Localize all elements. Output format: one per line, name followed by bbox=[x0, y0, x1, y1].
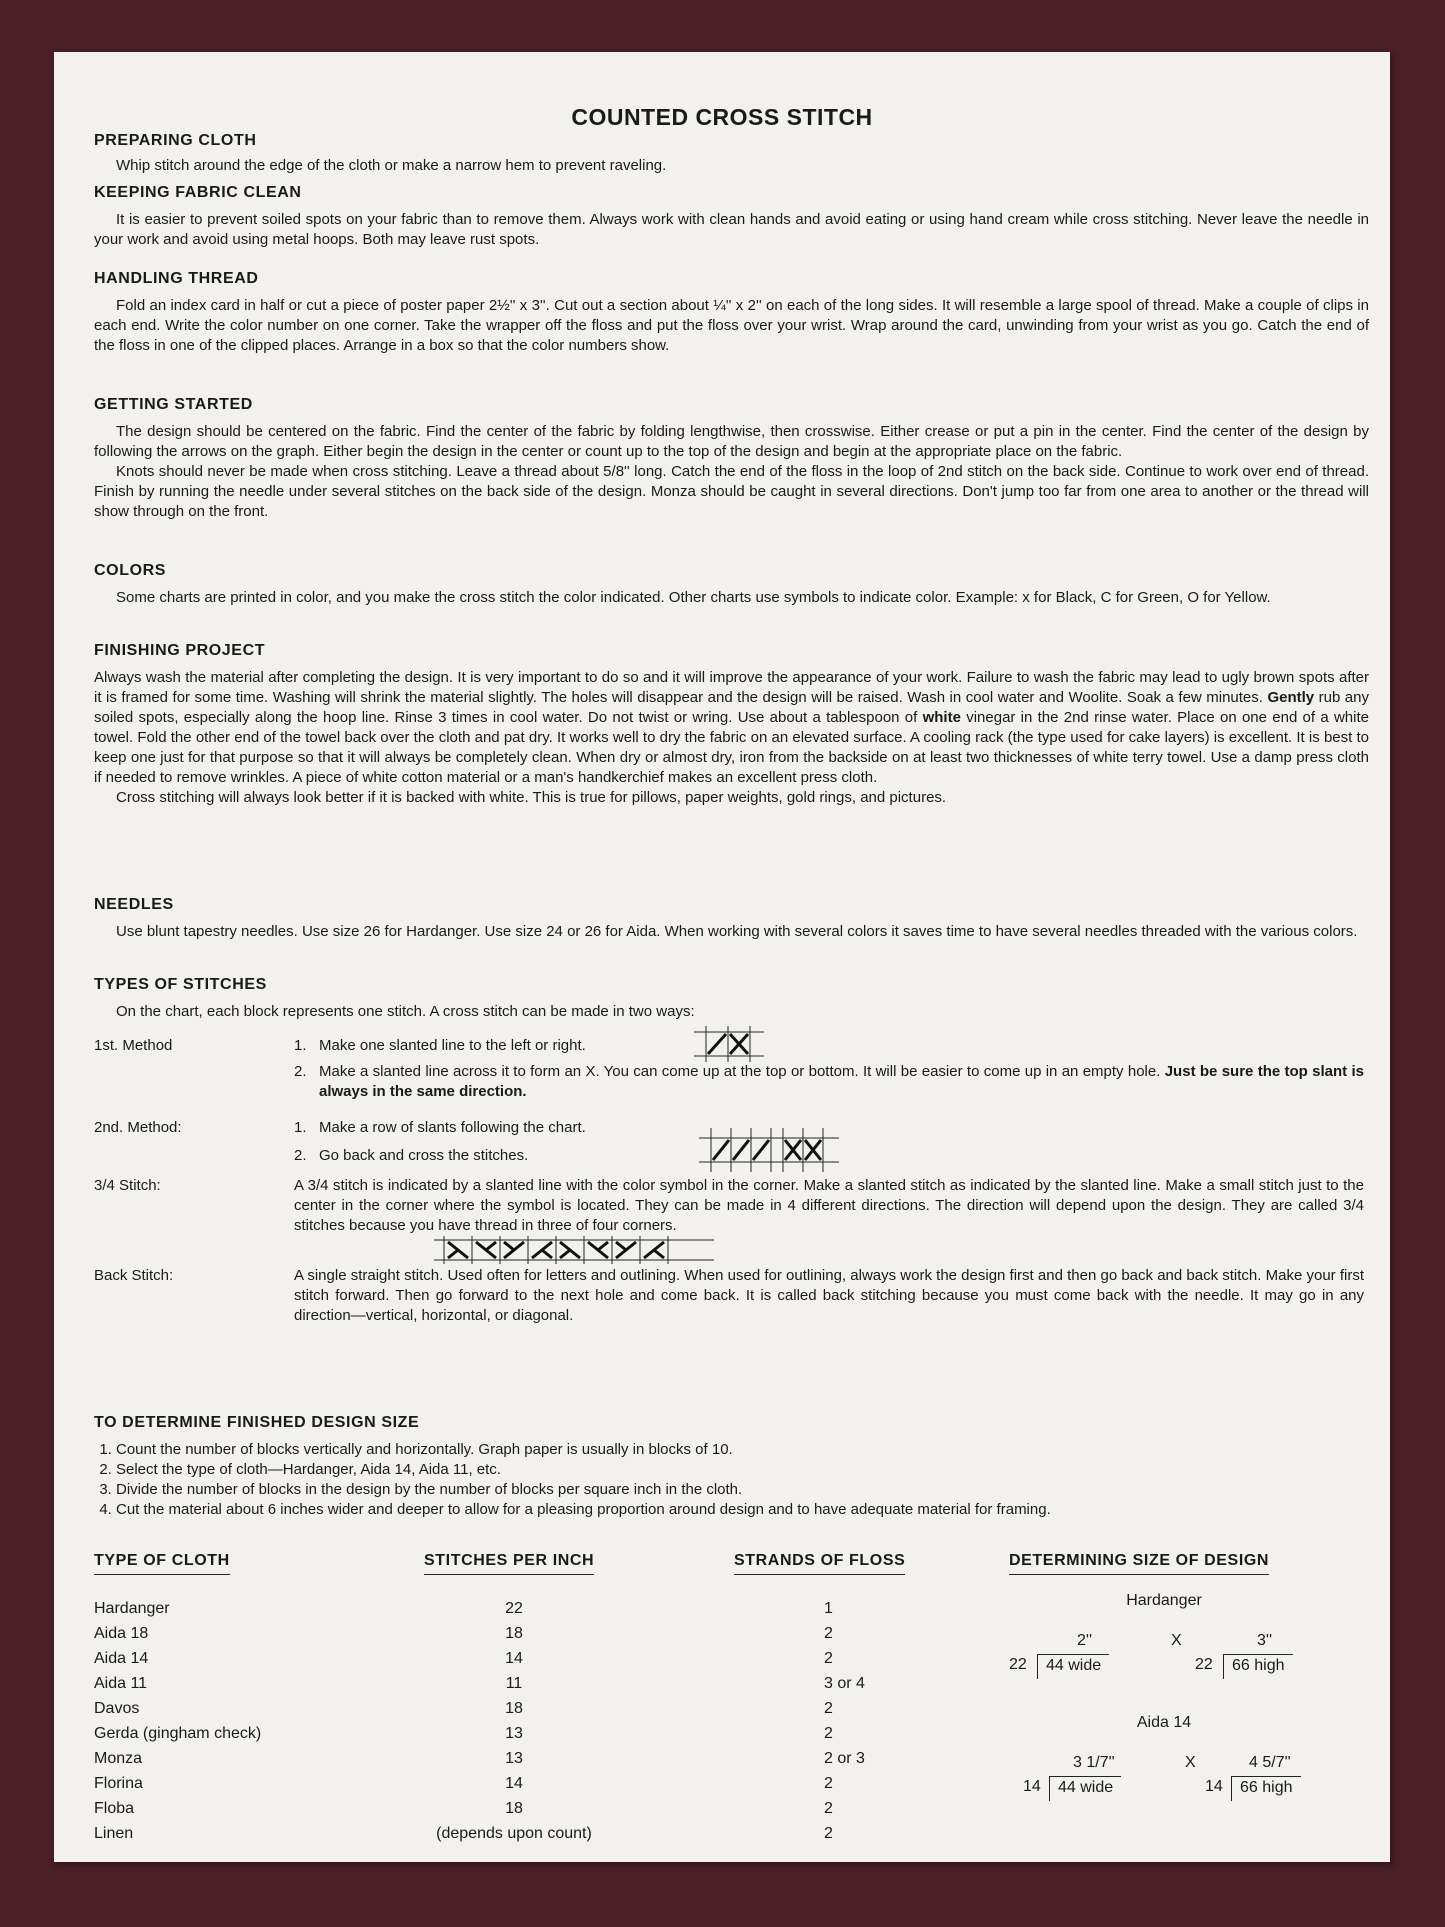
back-stitch bbox=[94, 1266, 1369, 1328]
step-text bbox=[319, 1062, 1364, 1102]
table-cell: 13 bbox=[505, 1725, 523, 1742]
section-needles bbox=[94, 896, 1369, 942]
example-title: Aida 14 bbox=[1136, 1714, 1192, 1731]
step-text: Go back and cross the stitches. bbox=[319, 1147, 529, 1164]
page-title: COUNTED CROSS STITCH bbox=[571, 104, 873, 130]
table-cell: Linen bbox=[94, 1825, 134, 1842]
table-cell: 18 bbox=[505, 1700, 523, 1717]
table-cell: 2 bbox=[824, 1800, 833, 1817]
column-header: STRANDS OF FLOSS bbox=[734, 1552, 905, 1575]
step-text: Make one slanted line to the left or right. bbox=[319, 1037, 586, 1054]
section-handling-thread bbox=[94, 270, 1369, 356]
method-text: A single straight stitch. Used often for letters and outlining. When used for outlining, always work the design first and then go back and back stitch. Make your first stitch forward. Then go forward to the next hole and come back. It is called back stitching because you must come back with the needle. It may go in any direction—vertical, horizontal, or diagonal. bbox=[294, 1267, 1364, 1324]
section-types-of-stitches bbox=[94, 976, 1369, 1022]
text-run: Make a slanted line across it to form an X. You can come up at the top or bottom. It will be easier to come up in an empty hole. bbox=[319, 1063, 1165, 1080]
dividend: 44 wide bbox=[1049, 1776, 1121, 1801]
method-label: 1st. Method bbox=[94, 1037, 173, 1054]
column-header: DETERMINING SIZE OF DESIGN bbox=[1009, 1552, 1269, 1575]
section-text bbox=[94, 668, 1369, 788]
table-cell: 11 bbox=[505, 1675, 523, 1692]
table-cell: 14 bbox=[505, 1650, 523, 1667]
list-item: 1. Count the number of blocks vertically and horizontally. Graph paper is usually in blocks of 10. bbox=[116, 1440, 1369, 1460]
document-page bbox=[54, 52, 1390, 1862]
table-cell: Aida 18 bbox=[94, 1625, 149, 1642]
quotient: 3'' bbox=[1257, 1632, 1273, 1649]
size-steps-list bbox=[94, 1440, 1369, 1520]
table-cell: Floba bbox=[94, 1800, 135, 1817]
section-heading: GETTING STARTED bbox=[94, 396, 253, 413]
list-item: 4. Cut the material about 6 inches wider and deeper to allow for a pleasing proportion around design and to have adequate material for framing. bbox=[116, 1500, 1369, 1520]
method-label: 3/4 Stitch: bbox=[94, 1177, 161, 1194]
section-text: Cross stitching will always look better if it is backed with white. This is true for pillows, paper weights, gold rings, and pictures. bbox=[116, 789, 947, 806]
bold-text: white bbox=[922, 709, 961, 726]
column-header: STITCHES PER INCH bbox=[424, 1552, 594, 1575]
table-cell: 22 bbox=[505, 1600, 523, 1617]
table-cell: Florina bbox=[94, 1775, 143, 1792]
text-run: rub any soiled spots, especially along the hoop line. Rinse 3 times in cool water. Do not twist or wring. Use about a tablespoon of bbox=[94, 689, 1369, 726]
three-quarter-stitch-diagram bbox=[434, 1236, 714, 1264]
table-cell: 2 bbox=[824, 1775, 833, 1792]
row-of-slants-diagram bbox=[699, 1128, 839, 1172]
section-text: On the chart, each block represents one stitch. A cross stitch can be made in two ways: bbox=[116, 1003, 695, 1020]
section-heading: COLORS bbox=[94, 562, 167, 579]
table-cell: 2 bbox=[824, 1700, 833, 1717]
table-cell: Monza bbox=[94, 1750, 143, 1767]
method-label: 2nd. Method: bbox=[94, 1119, 182, 1136]
step-number: 1. bbox=[294, 1119, 307, 1136]
three-quarter-stitch bbox=[94, 1176, 1369, 1258]
times-sign: X bbox=[1185, 1754, 1196, 1771]
step-number: 2. bbox=[294, 1147, 307, 1164]
divisor: 22 bbox=[1009, 1656, 1027, 1673]
step-text: Make a row of slants following the chart. bbox=[319, 1119, 586, 1136]
table-cell: 18 bbox=[505, 1800, 523, 1817]
quotient: 4 5/7'' bbox=[1249, 1754, 1291, 1771]
bold-text: Just be sure the top slant is always in the same direction. bbox=[319, 1063, 1364, 1100]
determining-size-examples bbox=[1009, 1592, 1319, 1852]
section-text: Whip stitch around the edge of the cloth or make a narrow hem to prevent raveling. bbox=[116, 157, 667, 174]
section-heading: FINISHING PROJECT bbox=[94, 642, 266, 659]
section-text: It is easier to prevent soiled spots on your fabric than to remove them. Always work with clean hands and avoid eating or using hand cream while cross stitching. Never leave the needle in your work and avoid using metal hoops. Both may leave rust spots. bbox=[94, 211, 1369, 248]
section-heading: PREPARING CLOTH bbox=[94, 132, 257, 149]
section-heading: TO DETERMINE FINISHED DESIGN SIZE bbox=[94, 1414, 420, 1431]
table-cell: Aida 11 bbox=[94, 1675, 148, 1692]
section-finishing-project bbox=[94, 642, 1369, 808]
dividend: 66 high bbox=[1231, 1776, 1301, 1801]
section-colors bbox=[94, 562, 1369, 608]
quotient: 3 1/7'' bbox=[1073, 1754, 1115, 1771]
table-cell: 18 bbox=[505, 1625, 523, 1642]
text-run: Always wash the material after completing the design. It is very important to do so and it will improve the appearance of your work. Failure to wash the fabric may lead to ugly brown spots after it is framed for some time. Washing will shrink the material slightly. The holes will disappear and the design will be raised. Wash in cool water and Woolite. Soak a few minutes. bbox=[94, 669, 1369, 706]
table-cell: 1 bbox=[824, 1600, 833, 1617]
table-cell: 13 bbox=[505, 1750, 523, 1767]
cloth-table bbox=[94, 1552, 1369, 1852]
table-cell: 2 bbox=[824, 1825, 833, 1842]
list-item: 3. Divide the number of blocks in the design by the number of blocks per square inch in the cloth. bbox=[116, 1480, 1369, 1500]
step-number: 1. bbox=[294, 1037, 307, 1054]
method-label: Back Stitch: bbox=[94, 1267, 174, 1284]
table-cell: Gerda (gingham check) bbox=[94, 1725, 262, 1742]
section-determine-size bbox=[94, 1414, 1369, 1520]
step-number: 2. bbox=[294, 1063, 307, 1080]
section-text: Some charts are printed in color, and you make the cross stitch the color indicated. Other charts use symbols to indicate color. Example: x for Black, C for Green, O for Yellow. bbox=[116, 589, 1271, 606]
section-text: Use blunt tapestry needles. Use size 26 for Hardanger. Use size 24 or 26 for Aida. When working with several colors it saves time to have several needles threaded with the various colors. bbox=[116, 923, 1358, 940]
list-item: 2. Select the type of cloth—Hardanger, Aida 14, Aida 11, etc. bbox=[116, 1460, 1369, 1480]
quotient: 2'' bbox=[1077, 1632, 1093, 1649]
table-cell: 14 bbox=[505, 1775, 523, 1792]
section-text: Fold an index card in half or cut a piece of poster paper 2½'' x 3''. Cut out a section about ¼'' x 2'' on each of the long sides. It will resemble a large spool of thread. Make a couple of clips in each end. Write the color number on one corner. Take the wrapper off the floss and put the floss over your wrist. Wrap around the card, unwinding from your wrist as you go. Catch the end of the floss in one of the clipped places. Arrange in a box so that the color numbers show. bbox=[94, 297, 1369, 354]
single-slant-stitch-diagram bbox=[694, 1026, 764, 1062]
section-text: Knots should never be made when cross stitching. Leave a thread about 5/8'' long. Catch the end of the floss in the loop of 2nd stitch on the back side. Continue to work over end of thread. Finish by running the needle under several stitches on the back side of the design. Monza should be caught in several directions. Don't jump too far from one area to another or the thread will show through on the front. bbox=[94, 463, 1369, 520]
divisor: 14 bbox=[1205, 1778, 1223, 1795]
bold-text: Gently bbox=[1267, 689, 1315, 706]
table-cell: 3 or 4 bbox=[824, 1675, 865, 1692]
column-header: TYPE OF CLOTH bbox=[94, 1552, 230, 1575]
dividend: 66 high bbox=[1223, 1654, 1293, 1679]
strands-of-floss-column bbox=[824, 1596, 924, 1846]
table-cell: 2 bbox=[824, 1725, 833, 1742]
stitches-per-inch-column bbox=[394, 1596, 634, 1846]
table-cell: Davos bbox=[94, 1700, 140, 1717]
table-cell: Aida 14 bbox=[94, 1650, 149, 1667]
text-run: vinegar in the 2nd rinse water. Place on one end of a white towel. Fold the other end of the towel back over the cloth and pat dry. It works well to dry the fabric on an elevated surface. A cooling rack (the type used for cake layers) is excellent. It is best to keep one just for that purpose so that it will always be completely clean. When dry or almost dry, iron from the backside on at least two thicknesses of white terry towel. Use a damp press cloth if needed to remove wrinkles. A piece of white cotton material or a man's handkerchief makes an excellent press cloth. bbox=[94, 709, 1369, 786]
section-getting-started bbox=[94, 396, 1369, 522]
table-cell: 2 bbox=[824, 1650, 833, 1667]
table-cell: 2 bbox=[824, 1625, 833, 1642]
section-heading: HANDLING THREAD bbox=[94, 270, 259, 287]
table-cell: (depends upon count) bbox=[436, 1825, 592, 1842]
section-heading: NEEDLES bbox=[94, 896, 174, 913]
section-heading: TYPES OF STITCHES bbox=[94, 976, 267, 993]
divisor: 14 bbox=[1023, 1778, 1041, 1795]
example-title: Hardanger bbox=[1126, 1592, 1202, 1609]
section-text: The design should be centered on the fabric. Find the center of the fabric by folding lengthwise, then crosswise. Either crease or put a pin in the center. Find the center of the design by following the arrows on the graph. Either begin the design in the center or count up to the top of the design and begin at the appropriate place on the fabric. bbox=[94, 423, 1369, 460]
section-heading: KEEPING FABRIC CLEAN bbox=[94, 184, 302, 201]
table-cell: 2 or 3 bbox=[824, 1750, 865, 1767]
table-cell: Hardanger bbox=[94, 1600, 170, 1617]
times-sign: X bbox=[1171, 1632, 1182, 1649]
cloth-type-column bbox=[94, 1596, 354, 1846]
method-text: A 3/4 stitch is indicated by a slanted line with the color symbol in the corner. Make a slanted stitch as indicated by the slanted line. Make a small stitch just to the center in the corner where the symbol is located. They can be made in 4 different directions. The direction will depend upon the design. They are called 3/4 stitches because you have thread in three of four corners. bbox=[294, 1177, 1364, 1234]
section-keeping-fabric-clean bbox=[94, 184, 1369, 250]
section-preparing-cloth bbox=[94, 132, 1369, 176]
divisor: 22 bbox=[1195, 1656, 1213, 1673]
dividend: 44 wide bbox=[1037, 1654, 1109, 1679]
